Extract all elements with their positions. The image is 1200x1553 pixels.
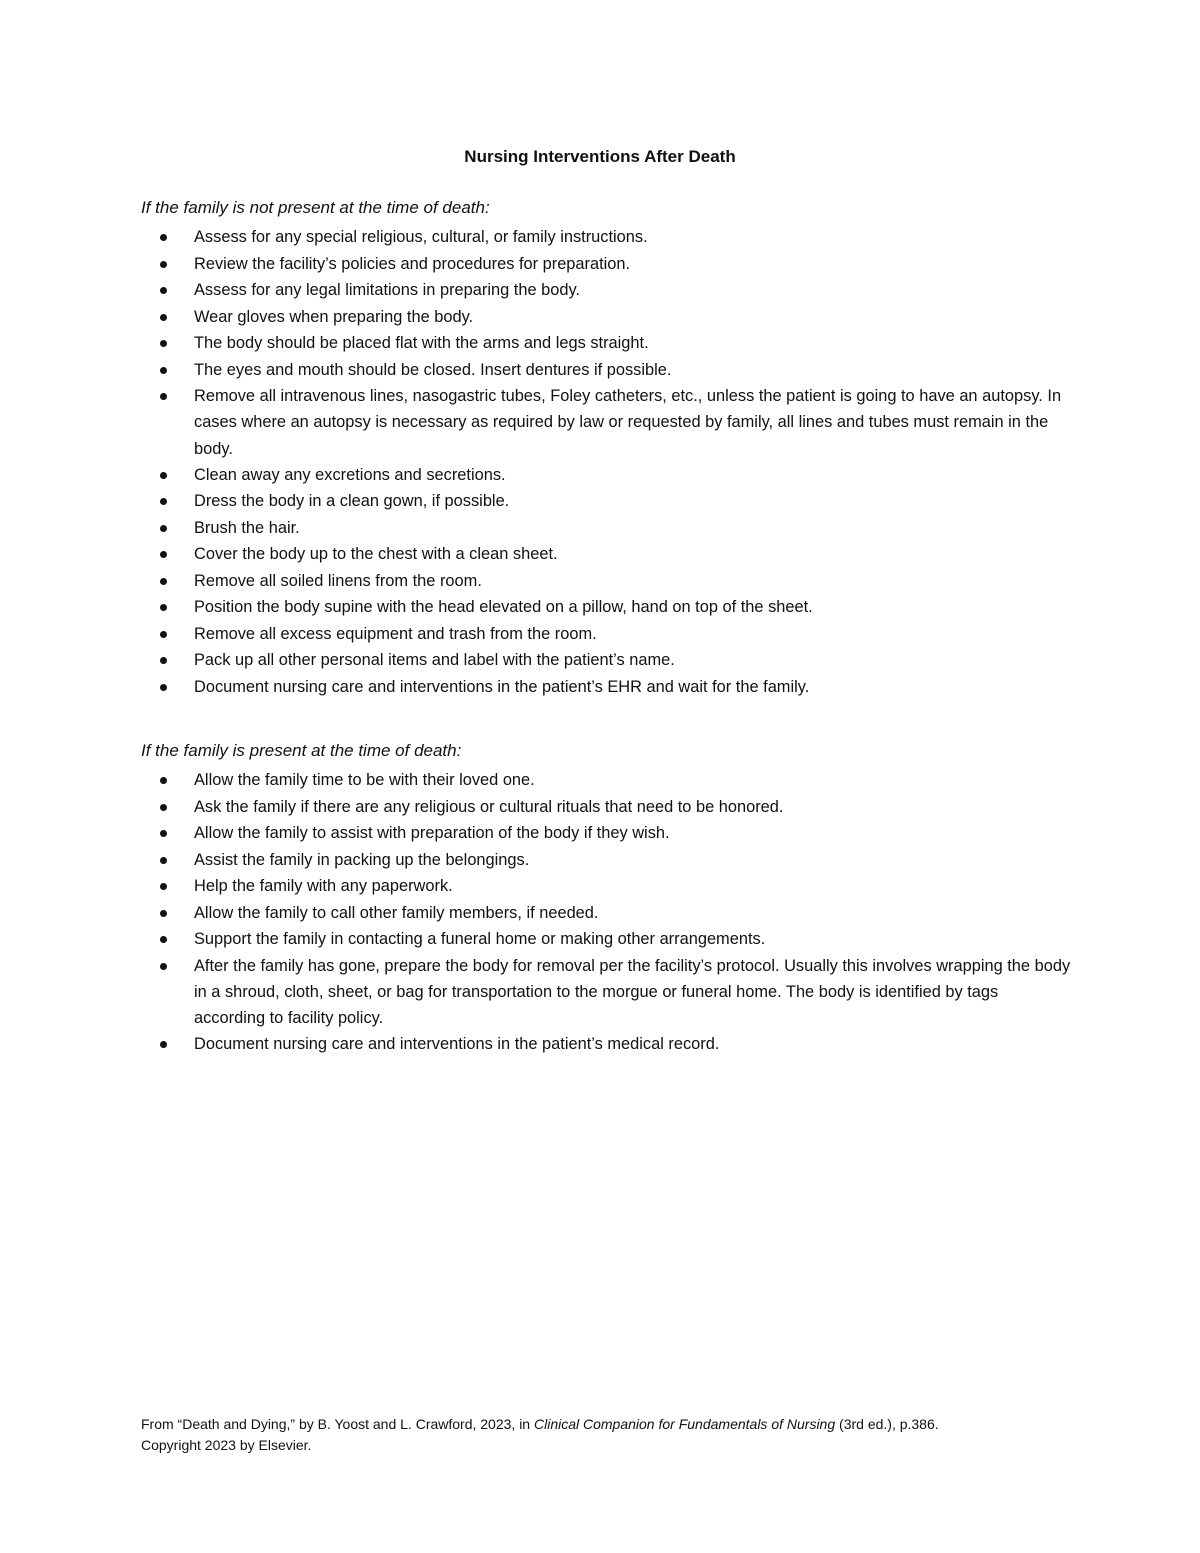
list-item-text: Allow the family time to be with their loved one.	[194, 771, 535, 789]
bullet-icon	[160, 578, 167, 585]
bullet-icon	[160, 340, 167, 347]
list-item	[141, 674, 1071, 701]
bullet-icon	[160, 657, 167, 664]
list-item	[141, 847, 1071, 874]
list-item-text: Support the family in contacting a funeral home or making other arrangements.	[194, 930, 766, 948]
list-item	[141, 794, 1071, 821]
bullet-icon	[160, 234, 167, 241]
list-item-text: Review the facility’s policies and procedures for preparation.	[194, 254, 631, 273]
citation-line	[141, 1414, 1101, 1435]
list-item	[141, 488, 1071, 515]
list-item	[141, 820, 1071, 847]
list-item-text: Brush the hair.	[194, 518, 300, 537]
bullet-icon	[160, 393, 167, 400]
section-family-present	[141, 740, 1071, 1058]
list-item	[141, 357, 1071, 384]
list-item-text: Allow the family to assist with preparation of the body if they wish.	[194, 824, 670, 842]
list-item	[141, 224, 1071, 251]
list-item	[141, 330, 1071, 357]
list-item-text: Position the body supine with the head elevated on a pillow, hand on top of the sheet.	[194, 598, 813, 617]
list-item	[141, 900, 1071, 927]
list-item-text: The eyes and mouth should be closed. Insert dentures if possible.	[194, 360, 672, 379]
list-item	[141, 594, 1071, 621]
list-item-text: Dress the body in a clean gown, if possible.	[194, 492, 510, 511]
bullet-icon	[160, 314, 167, 321]
list-item	[141, 462, 1071, 489]
copyright-line: Copyright 2023 by Elsevier.	[141, 1437, 312, 1453]
list-item	[141, 568, 1071, 595]
bullet-icon	[160, 472, 167, 479]
bullet-icon	[160, 963, 167, 970]
bullet-icon	[160, 287, 167, 294]
list-item-text: Assess for any legal limitations in preparing the body.	[194, 281, 580, 299]
list-item-text: After the family has gone, prepare the body for removal per the facility’s protocol. Usually this involves wrapping the body in a shroud, cloth, sheet, or bag for transportation to the morgue or funeral home. The body is identified by tags according to facility policy.	[194, 956, 1071, 1028]
citation-footer	[141, 1414, 1101, 1456]
bullet-icon	[160, 936, 167, 943]
list-item-text: Wear gloves when preparing the body.	[194, 307, 474, 326]
bullet-icon	[160, 830, 167, 837]
list-item-text: Help the family with any paperwork.	[194, 877, 453, 895]
list-item-text: Assess for any special religious, cultural, or family instructions.	[194, 228, 648, 246]
list-item	[141, 621, 1071, 648]
bullet-icon	[160, 261, 167, 268]
bullet-icon	[160, 883, 167, 890]
bullet-icon	[160, 631, 167, 638]
list-item	[141, 767, 1071, 794]
bullet-icon	[160, 804, 167, 811]
bullet-icon	[160, 777, 167, 784]
page-title: Nursing Interventions After Death	[464, 147, 736, 166]
list-item	[141, 926, 1071, 953]
bullet-list	[141, 224, 1071, 700]
bullet-icon	[160, 857, 167, 864]
list-item-text: Pack up all other personal items and label with the patient’s name.	[194, 651, 675, 670]
list-item-text: Assist the family in packing up the belongings.	[194, 850, 530, 869]
list-item	[141, 515, 1071, 542]
list-item	[141, 647, 1071, 674]
section-heading: If the family is present at the time of death:	[141, 741, 462, 760]
bullet-icon	[160, 367, 167, 374]
list-item-text: Remove all excess equipment and trash from the room.	[194, 624, 597, 643]
bullet-icon	[160, 1041, 167, 1048]
list-item-text: Document nursing care and interventions in the patient’s EHR and wait for the family.	[194, 677, 810, 696]
list-item	[141, 251, 1071, 278]
list-item	[141, 383, 1071, 462]
bullet-icon	[160, 604, 167, 611]
bullet-icon	[160, 684, 167, 691]
citation-prefix: From “Death and Dying,” by B. Yoost and L. Crawford, 2023, in	[141, 1416, 534, 1432]
list-item-text: The body should be placed flat with the arms and legs straight.	[194, 334, 649, 352]
list-item-text: Clean away any excretions and secretions.	[194, 465, 506, 484]
list-item-text: Cover the body up to the chest with a clean sheet.	[194, 545, 558, 564]
list-item-text: Remove all soiled linens from the room.	[194, 571, 482, 590]
list-item-text: Remove all intravenous lines, nasogastric tubes, Foley catheters, etc., unless the patient is going to have an autopsy. In cases where an autopsy is necessary as required by law or requested by family, all lines and tubes must remain in the body.	[194, 387, 1062, 458]
citation-book-title: Clinical Companion for Fundamentals of Nursing	[533, 1416, 836, 1432]
list-item	[141, 277, 1071, 304]
list-item-text: Document nursing care and interventions in the patient’s medical record.	[194, 1035, 720, 1054]
bullet-icon	[160, 498, 167, 505]
list-item-text: Allow the family to call other family members, if needed.	[194, 903, 599, 922]
list-item	[141, 873, 1071, 900]
list-item	[141, 953, 1071, 1032]
bullet-icon	[160, 525, 167, 532]
section-heading: If the family is not present at the time of death:	[141, 198, 490, 217]
bullet-icon	[160, 551, 167, 558]
list-item-text: Ask the family if there are any religious or cultural rituals that need to be honored.	[194, 797, 784, 816]
list-item	[141, 304, 1071, 331]
bullet-icon	[160, 910, 167, 917]
bullet-list	[141, 767, 1071, 1058]
list-item	[141, 1031, 1071, 1058]
list-item	[141, 541, 1071, 568]
citation-suffix: (3rd ed.), p.386.	[835, 1416, 939, 1432]
section-family-not-present	[141, 197, 1071, 700]
